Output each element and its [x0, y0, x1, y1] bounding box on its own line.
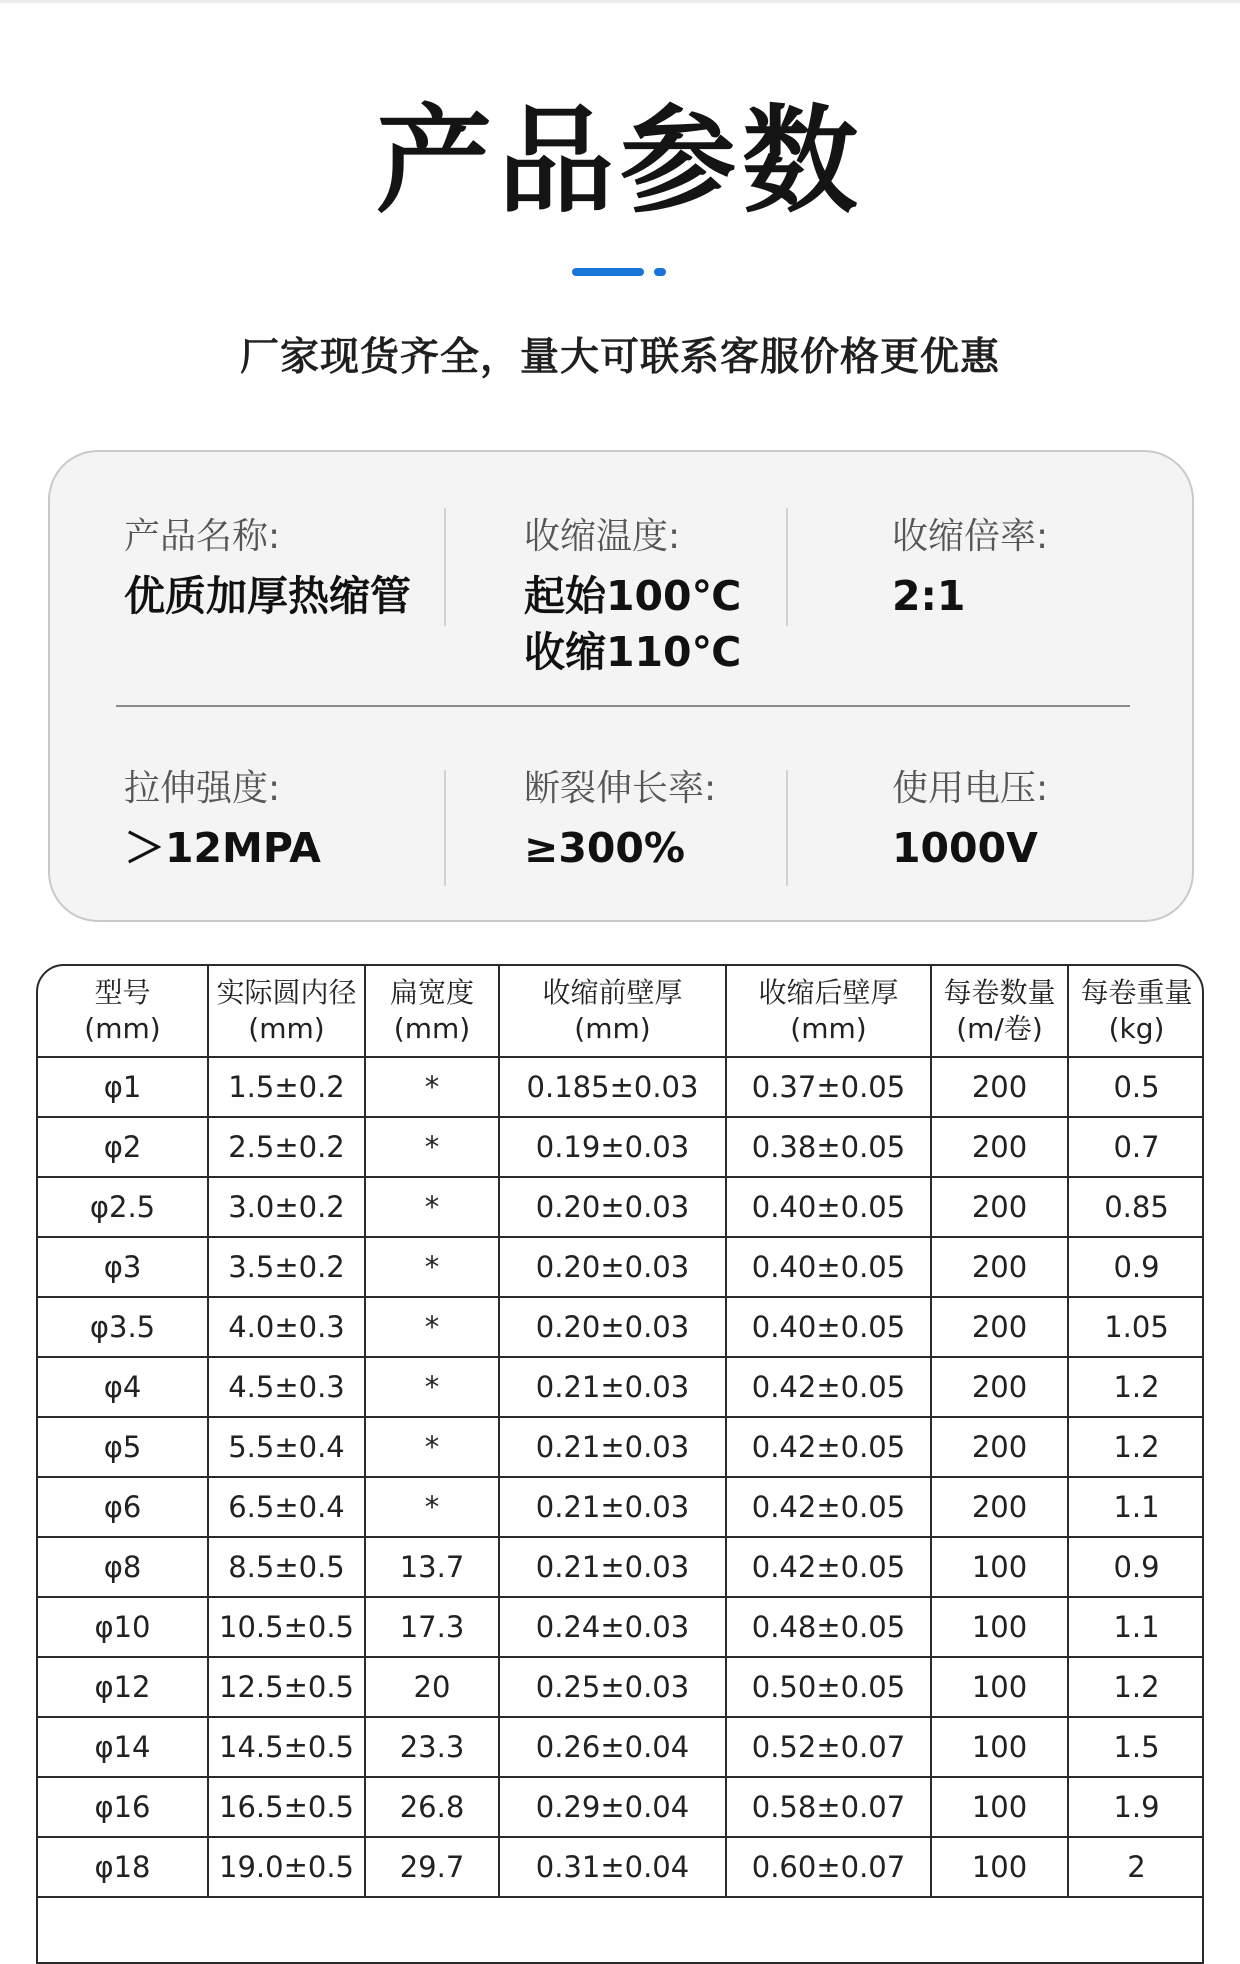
table-row: [37, 1657, 1204, 1717]
table-cell: 200: [931, 1177, 1068, 1237]
spec-column-divider: [786, 508, 788, 626]
table-cell: 16.5±0.5: [208, 1777, 365, 1837]
title-accent-dot: [654, 268, 666, 276]
spec-value: 2:1: [892, 572, 966, 620]
table-cell: 1.05: [1068, 1297, 1204, 1357]
spec-value: 起始100℃: [524, 572, 742, 620]
spec-label: 拉伸强度:: [124, 768, 281, 809]
spec-card: [48, 450, 1194, 922]
table-cell: 0.21±0.03: [499, 1357, 726, 1417]
table-cell: 19.0±0.5: [208, 1837, 365, 1897]
table-cell: 0.38±0.05: [726, 1117, 931, 1177]
spec-label: 断裂伸长率:: [524, 768, 717, 809]
table-cell: 14.5±0.5: [208, 1717, 365, 1777]
table-row: [37, 1297, 1204, 1357]
table-cell: 1.9: [1068, 1777, 1204, 1837]
table-cell: 0.50±0.05: [726, 1657, 931, 1717]
spec-column-divider: [444, 770, 446, 886]
table-cell: φ2.5: [37, 1177, 208, 1237]
spec-row-divider: [116, 705, 1130, 707]
table-cell: *: [365, 1057, 499, 1117]
spec-label: 使用电压:: [892, 768, 1049, 809]
table-cell: 200: [931, 1477, 1068, 1537]
table-cell: φ6: [37, 1477, 208, 1537]
table-cell: 0.29±0.04: [499, 1777, 726, 1837]
spec-value: 收缩110℃: [524, 628, 742, 676]
table-cell: 200: [931, 1117, 1068, 1177]
table-row: [37, 1837, 1204, 1897]
table-row: [37, 1117, 1204, 1177]
table-cell: 26.8: [365, 1777, 499, 1837]
spec-voltage: [892, 764, 1048, 876]
table-cell: 0.26±0.04: [499, 1717, 726, 1777]
table-cell: 13.7: [365, 1537, 499, 1597]
table-cell: φ14: [37, 1717, 208, 1777]
table-cell: 0.58±0.07: [726, 1777, 931, 1837]
page-title: 产品参数: [376, 94, 864, 229]
table-cell: 0.60±0.07: [726, 1837, 931, 1897]
table-cell: 20: [365, 1657, 499, 1717]
table-row: [37, 1177, 1204, 1237]
table-cell: 0.85: [1068, 1177, 1204, 1237]
table-cell: *: [365, 1297, 499, 1357]
table-cell: 0.9: [1068, 1237, 1204, 1297]
table-row: [37, 1237, 1204, 1297]
table-cell: 1.5±0.2: [208, 1057, 365, 1117]
table-cell: 2: [1068, 1837, 1204, 1897]
spec-value: 优质加厚热缩管: [124, 572, 411, 620]
table-cell: 100: [931, 1717, 1068, 1777]
spec-product-name: [124, 512, 411, 624]
table-cell: φ3: [37, 1237, 208, 1297]
table-row: [37, 1477, 1204, 1537]
spec-label: 收缩倍率:: [892, 516, 1049, 557]
table-cell: 200: [931, 1417, 1068, 1477]
table-cell: 0.25±0.03: [499, 1657, 726, 1717]
table-cell: 1.1: [1068, 1597, 1204, 1657]
spec-table: [36, 964, 1204, 1898]
header-inner-diameter: 实际圆内径 (mm): [208, 965, 365, 1057]
table-cell: 0.24±0.03: [499, 1597, 726, 1657]
table-cell: φ8: [37, 1537, 208, 1597]
table-cell: 1.2: [1068, 1357, 1204, 1417]
table-cell: 200: [931, 1357, 1068, 1417]
table-cell: 100: [931, 1837, 1068, 1897]
table-cell: 6.5±0.4: [208, 1477, 365, 1537]
header-wall-after: 收缩后壁厚 (mm): [726, 965, 931, 1057]
spec-value: ≥300%: [524, 824, 686, 872]
top-divider: [0, 0, 1240, 3]
table-cell: φ18: [37, 1837, 208, 1897]
header-weight-per-roll: 每卷重量 (kg): [1068, 965, 1204, 1057]
spec-label: 产品名称:: [124, 516, 281, 557]
table-cell: φ10: [37, 1597, 208, 1657]
spec-column-divider: [786, 770, 788, 886]
title-accent-bar: [572, 268, 644, 276]
table-cell: 4.5±0.3: [208, 1357, 365, 1417]
table-cell: *: [365, 1357, 499, 1417]
table-cell: 0.31±0.04: [499, 1837, 726, 1897]
table-cell: 0.37±0.05: [726, 1057, 931, 1117]
table-row: [37, 1597, 1204, 1657]
table-cell: 0.42±0.05: [726, 1417, 931, 1477]
header-model: 型号 (mm): [37, 965, 208, 1057]
header-flat-width: 扁宽度 (mm): [365, 965, 499, 1057]
table-cell: *: [365, 1477, 499, 1537]
table-cell: 0.20±0.03: [499, 1177, 726, 1237]
table-row: [37, 1777, 1204, 1837]
table-cell: 0.40±0.05: [726, 1297, 931, 1357]
table-cell: 4.0±0.3: [208, 1297, 365, 1357]
table-cell: 0.42±0.05: [726, 1357, 931, 1417]
spec-label: 收缩温度:: [524, 516, 681, 557]
table-cell: *: [365, 1417, 499, 1477]
table-cell: *: [365, 1237, 499, 1297]
table-cell: 23.3: [365, 1717, 499, 1777]
spec-table-container: [36, 964, 1204, 1964]
table-cell: 17.3: [365, 1597, 499, 1657]
spec-column-divider: [444, 508, 446, 626]
table-cell: 8.5±0.5: [208, 1537, 365, 1597]
table-cell: 200: [931, 1057, 1068, 1117]
table-cell: 200: [931, 1297, 1068, 1357]
table-cell: 0.20±0.03: [499, 1297, 726, 1357]
table-cell: φ12: [37, 1657, 208, 1717]
table-cell: 0.5: [1068, 1057, 1204, 1117]
table-cell: *: [365, 1177, 499, 1237]
spec-shrink-temperature: [524, 512, 741, 680]
table-cell: 0.20±0.03: [499, 1237, 726, 1297]
table-cell: 29.7: [365, 1837, 499, 1897]
table-cell: φ5: [37, 1417, 208, 1477]
table-cell: 3.0±0.2: [208, 1177, 365, 1237]
header-wall-before: 收缩前壁厚 (mm): [499, 965, 726, 1057]
table-cell: 100: [931, 1597, 1068, 1657]
table-cell: 100: [931, 1777, 1068, 1837]
table-row: [37, 1357, 1204, 1417]
table-row: [37, 1417, 1204, 1477]
header-length-per-roll: 每卷数量 (m/卷): [931, 965, 1068, 1057]
table-header-row: [37, 965, 1204, 1057]
spec-value: ＞12MPA: [124, 824, 321, 872]
table-cell: 0.40±0.05: [726, 1177, 931, 1237]
table-row: [37, 1537, 1204, 1597]
table-cell: 3.5±0.2: [208, 1237, 365, 1297]
table-cell: 0.7: [1068, 1117, 1204, 1177]
spec-elongation: [524, 764, 716, 876]
table-cell: φ3.5: [37, 1297, 208, 1357]
table-row: [37, 1717, 1204, 1777]
table-cell: 0.52±0.07: [726, 1717, 931, 1777]
spec-shrink-ratio: [892, 512, 1048, 624]
table-cell: 0.40±0.05: [726, 1237, 931, 1297]
table-cell: *: [365, 1117, 499, 1177]
table-cell: 5.5±0.4: [208, 1417, 365, 1477]
table-cell: φ1: [37, 1057, 208, 1117]
table-cell: φ4: [37, 1357, 208, 1417]
table-cell: 0.42±0.05: [726, 1477, 931, 1537]
table-cell: 1.2: [1068, 1657, 1204, 1717]
table-cell: 0.21±0.03: [499, 1417, 726, 1477]
page-subtitle: 厂家现货齐全，量大可联系客服价格更优惠: [239, 335, 1000, 380]
table-body: [37, 1057, 1204, 1897]
table-cell: 1.5: [1068, 1717, 1204, 1777]
table-row: [37, 1057, 1204, 1117]
table-cell: 0.19±0.03: [499, 1117, 726, 1177]
table-cell: 0.42±0.05: [726, 1537, 931, 1597]
table-cell: φ2: [37, 1117, 208, 1177]
table-cell: 12.5±0.5: [208, 1657, 365, 1717]
table-cell: 0.9: [1068, 1537, 1204, 1597]
table-cell: 0.48±0.05: [726, 1597, 931, 1657]
table-cell: 2.5±0.2: [208, 1117, 365, 1177]
spec-value: 1000V: [892, 824, 1038, 872]
table-cell: 200: [931, 1237, 1068, 1297]
table-cell: 10.5±0.5: [208, 1597, 365, 1657]
table-cell: 1.1: [1068, 1477, 1204, 1537]
spec-tensile-strength: [124, 764, 321, 876]
table-cell: 0.185±0.03: [499, 1057, 726, 1117]
table-cell: 100: [931, 1537, 1068, 1597]
table-cell: φ16: [37, 1777, 208, 1837]
table-cell: 1.2: [1068, 1417, 1204, 1477]
table-cell: 0.21±0.03: [499, 1477, 726, 1537]
table-cell: 0.21±0.03: [499, 1537, 726, 1597]
table-cell: 100: [931, 1657, 1068, 1717]
